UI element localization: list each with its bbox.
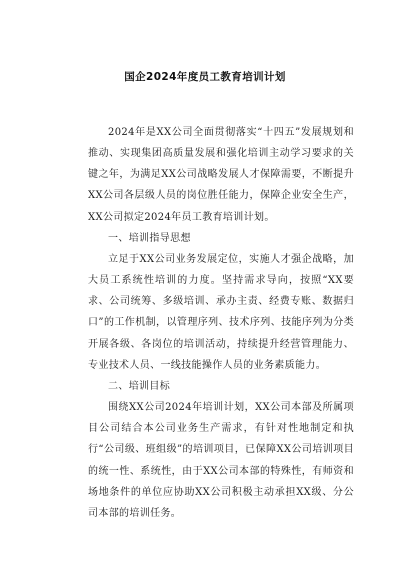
intro-paragraph: 2024年是XX公司全面贯彻落实“十四五”发展规划和推动、实现集团高质量发展和强化培训主动学习要求的关键之年，为满足XX公司战略发展人才保障需要，不断提升XX公司各层级人员的岗位胜任能力，保障企业安全生产，XX公司拟定2024年员工教育培训计划。: [88, 127, 354, 223]
document-body: [88, 122, 354, 524]
training-goals-paragraph: 围绕XX公司2024年培训计划，XX公司本部及所属项目公司结合本公司业务生产需求，有针对性地制定和执行“公司级、班组级”的培训项目，已保障XX公司培训项目的统一性、系统性，由于XX公司本部的特殊性，有师资和场地条件的单位应协助XX公司积极主动承担XX级、分公司本部的培训任务。: [88, 402, 354, 519]
section-heading-guiding-ideology: 一、培训指导思想: [108, 232, 191, 244]
document-title: 国企2024年度员工教育培训计划: [124, 71, 286, 83]
section-heading-training-goals: 二、培训目标: [108, 380, 171, 392]
guiding-ideology-paragraph: 立足于XX公司业务发展定位，实施人才强企战略，加大员工系统性培训的力度。坚持需求导向，按照“XX要求、公司统筹、多级培训、承办主责、经费专账、数据归口”的工作机制，以管理序列、技术序列、技能序列为分类开展各级、各岗位的培训活动，持续提升经营管理能力、专业技术人员、一线技能操作人员的业务素质能力。: [88, 253, 354, 371]
